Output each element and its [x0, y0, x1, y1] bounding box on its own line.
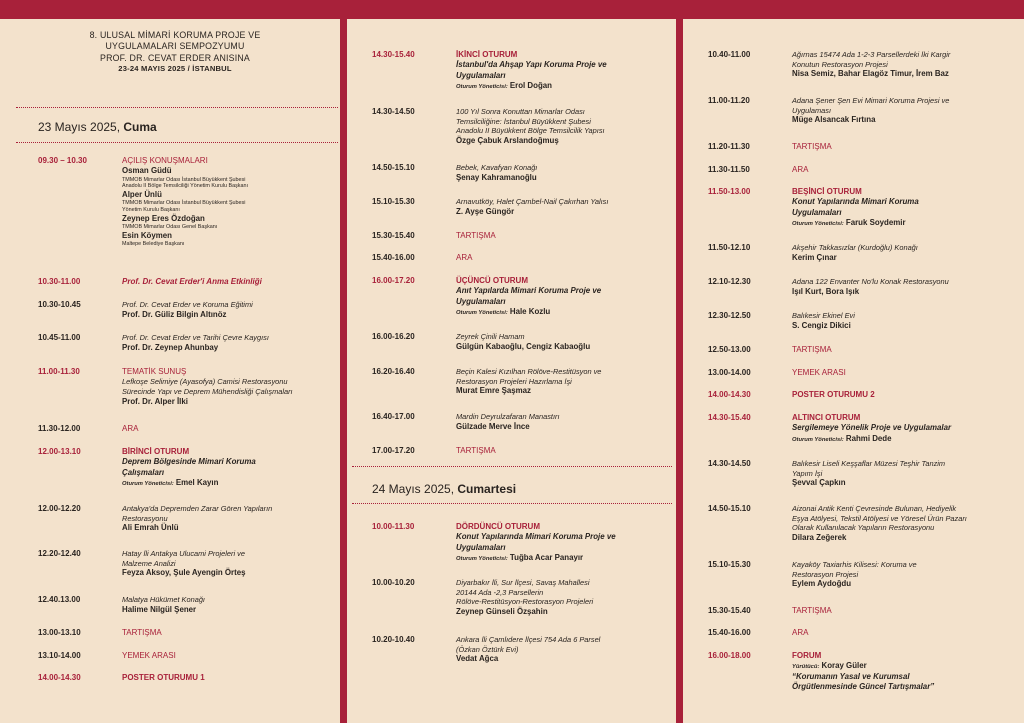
speaker: Zeynep Günseli Özşahin	[456, 606, 548, 616]
speaker: Gülzade Merve İnce	[456, 421, 530, 431]
talk-title: Aizonai Antik Kenti Çevresinde Bulunan, Hediyelik	[792, 504, 957, 513]
session-theme: Sergilemeye Yönelik Proje ve Uygulamalar	[792, 423, 952, 433]
session-theme: Çalışmaları	[122, 467, 165, 477]
time: 16.40-17.00	[372, 412, 415, 421]
session-title: TARTIŞMA	[456, 446, 496, 455]
talk-title: (Özkan Öztürk Evi)	[456, 644, 519, 654]
session-label: BEŞİNCİ OTURUM	[792, 187, 862, 196]
time: 14.00-14.30	[708, 390, 751, 399]
session-label: TEMATİK SUNUŞ	[122, 367, 187, 376]
time: 11.00-11.30	[38, 367, 80, 376]
time: 10.40-11.00	[708, 50, 751, 59]
speaker: S. Cengiz Dikici	[792, 320, 851, 330]
time: 12.00-12.20	[38, 504, 81, 513]
session-theme: Uygulamaları	[456, 70, 506, 80]
talk-title: Konutun Restorasyon Projesi	[792, 59, 888, 69]
time: 13.00-14.00	[708, 368, 751, 377]
time: 14.30-14.50	[372, 107, 415, 116]
talk-title: Prof. Dr. Cevat Erder ve Koruma Eğitimi	[122, 300, 253, 309]
talk-title: Mardin Deyrulzafaran Manastırı	[456, 412, 560, 421]
time: 12.20-12.40	[38, 549, 81, 558]
time: 10.00-10.20	[372, 578, 415, 587]
talk-title: Anadolu II Büyükkent Bölge Temsilcilik Yapısı	[456, 126, 605, 136]
speaker: Esin Köymen	[122, 230, 172, 240]
speaker: Şevval Çapkın	[792, 478, 846, 488]
session-theme: Uygulamaları	[792, 207, 842, 217]
header-dates: 23-24 MAYIS 2025 / İSTANBUL	[118, 64, 232, 74]
speaker: Feyza Aksoy, Şule Ayengin Örteş	[122, 568, 246, 578]
top-band	[0, 0, 1024, 19]
time: 16.00-18.00	[708, 651, 751, 660]
time: 11.30-12.00	[38, 424, 81, 433]
speaker: Nisa Semiz, Bahar Elagöz Timur, İrem Baz	[792, 69, 949, 79]
speaker: Özge Çabuk Arslandoğmuş	[456, 135, 559, 145]
session-title: TARTIŞMA	[792, 142, 832, 151]
talk-title: Malzeme Analizi	[122, 558, 176, 568]
session-label: DÖRDÜNCÜ OTURUM	[456, 522, 540, 531]
speaker: Eylem Aydoğdu	[792, 579, 852, 589]
session-title: ARA	[792, 165, 809, 174]
time: 11.50-12.10	[708, 243, 751, 252]
session-title: ARA	[456, 253, 473, 262]
moderator: Oturum Yöneticisi: Rahmi Dede	[792, 433, 892, 443]
column-divider-right	[676, 0, 683, 723]
moderator: Oturum Yöneticisi: Tuğba Acar Panayır	[456, 552, 584, 562]
session-title: YEMEK ARASI	[792, 368, 846, 377]
talk-title: 20144 Ada -2,3 Parsellerin	[456, 587, 544, 597]
talk-title: Beçin Kalesi Kızılhan Rölöve-Restitüsyon ve	[456, 367, 602, 376]
speaker-affiliation: TMMOB Mimarlar Odası Genel Başkanı	[122, 224, 218, 231]
speaker: Prof. Dr. Zeynep Ahunbay	[122, 342, 219, 352]
talk-title: Yapım İşi	[792, 468, 823, 478]
talk-title: Sürecinde Yapı ve Deprem Mühendisliği Çalışmaları	[122, 387, 293, 397]
day-2-heading: 24 Mayıs 2025, Cumartesi	[372, 482, 517, 496]
talk-title: Zeyrek Çinili Hamam	[456, 332, 525, 341]
session-title: TARTIŞMA	[456, 231, 496, 240]
day-2-divider	[352, 503, 672, 504]
speaker: Şenay Kahramanoğlu	[456, 172, 537, 182]
time: 16.20-16.40	[372, 367, 415, 376]
time: 09.30 – 10.30	[38, 156, 87, 165]
talk-title: Bebek, Kavafyan Konağı	[456, 163, 538, 172]
time: 15.40-16.00	[708, 628, 751, 637]
talk-title: Eşya Atölyesi, Tekstil Atölyesi ve Yöresel Ürün Pazarı	[792, 513, 967, 523]
day-1-heading: 23 Mayıs 2025, Cuma	[38, 120, 157, 134]
talk-title: Ağırnas 15474 Ada 1-2-3 Parsellerdeki İki Kargir	[792, 50, 951, 59]
talk-title: Hatay İli Antakya Ulucami Projeleri ve	[122, 549, 245, 558]
session-title: AÇILIŞ KONUŞMALARI	[122, 156, 208, 165]
talk-title: Adana Şener Şen Evi Mimari Koruma Projesi ve	[792, 96, 950, 105]
speaker: Halime Nilgül Şener	[122, 604, 197, 614]
talk-title: Balıkesir Liseli Keşşaflar Müzesi Teşhir Tanzim	[792, 459, 946, 468]
time: 12.00-13.10	[38, 447, 81, 456]
talk-title: Adana 122 Envanter No'lu Konak Restorasyonu	[792, 277, 949, 286]
speaker: Vedat Ağca	[456, 654, 499, 664]
time: 13.10-14.00	[38, 651, 81, 660]
talk-title: Rölöve-Restitüsyon-Restorasyon Projeleri	[456, 597, 594, 607]
time: 15.10-15.30	[372, 197, 415, 206]
speaker: Osman Güdü	[122, 166, 172, 176]
moderator: Yürütücü: Koray Güler	[792, 661, 867, 671]
session-theme: Konut Yapılarında Mimari Koruma	[792, 197, 919, 207]
session-title: TARTIŞMA	[792, 345, 832, 354]
time: 11.30-11.50	[708, 165, 750, 174]
speaker-affiliation: TMMOB Mimarlar Odası İstanbul Büyükkent Şubesi	[122, 200, 246, 207]
session-title: POSTER OTURUMU 1	[122, 673, 205, 682]
session-theme: Deprem Bölgesinde Mimari Koruma	[122, 457, 256, 467]
time: 14.30-14.50	[708, 459, 751, 468]
time: 12.10-12.30	[708, 277, 751, 286]
moderator: Oturum Yöneticisi: Emel Kayın	[122, 477, 219, 487]
talk-title: Temsilciliğine: İstanbul Büyükkent Şubesi	[456, 116, 591, 126]
moderator: Oturum Yöneticisi: Hale Kozlu	[456, 306, 551, 316]
time: 12.40.13.00	[38, 595, 81, 604]
talk-title: Balıkesir Ekinel Evi	[792, 311, 855, 320]
session-title: ARA	[122, 424, 139, 433]
talk-title: Uygulaması	[792, 105, 832, 115]
moderator: Oturum Yöneticisi: Erol Doğan	[456, 80, 552, 90]
speaker: Ali Emrah Ünlü	[122, 523, 179, 533]
session-label: BİRİNCİ OTURUM	[122, 447, 190, 456]
speaker: Murat Emre Şaşmaz	[456, 386, 531, 396]
header-divider	[16, 107, 338, 108]
header-line-1: 8. ULUSAL MİMARİ KORUMA PROJE VE	[89, 30, 261, 40]
session-title: TARTIŞMA	[122, 628, 162, 637]
symposium-header	[16, 30, 334, 74]
time: 10.30-11.00	[38, 277, 81, 286]
session-theme: Uygulamaları	[456, 542, 506, 552]
talk-title: Diyarbakır İli, Sur İlçesi, Savaş Mahallesi	[456, 578, 590, 587]
session-theme: Anıt Yapılarda Mimari Koruma Proje ve	[456, 286, 602, 296]
time: 10.20-10.40	[372, 635, 415, 644]
session-title: POSTER OTURUMU 2	[792, 390, 875, 399]
speaker: Kerim Çınar	[792, 252, 837, 262]
speaker: Dilara Zeğerek	[792, 532, 847, 542]
speaker-affiliation: Yönetim Kurulu Başkanı	[122, 207, 180, 214]
forum-topic: Örgütlenmesinde Güncel Tartışmalar”	[792, 682, 935, 692]
time: 16.00-16.20	[372, 332, 415, 341]
day-2-divider-top	[352, 466, 672, 467]
speaker-affiliation: Anadolu II Bölge Temsilciliği Yönetim Kurulu Başkanı	[122, 183, 248, 190]
session-title: Prof. Dr. Cevat Erder'i Anma Etkinliği	[122, 277, 262, 286]
speaker: Z. Ayşe Güngör	[456, 206, 515, 216]
session-theme: Uygulamaları	[456, 296, 506, 306]
speaker: Alper Ünlü	[122, 190, 162, 200]
time: 14.00-14.30	[38, 673, 81, 682]
time: 14.50-15.10	[708, 504, 751, 513]
talk-title: Arnavutköy, Halet Çambel-Nail Çakırhan Yalısı	[456, 197, 609, 206]
session-title: YEMEK ARASI	[122, 651, 176, 660]
session-title: ARA	[792, 628, 809, 637]
talk-title: Ankara İli Çamlıdere İlçesi 754 Ada 6 Parsel	[456, 635, 601, 644]
time: 11.50-13.00	[708, 187, 751, 196]
talk-title: Olarak Kullanılacak Yapıların Restorasyonu	[792, 523, 935, 533]
moderator: Oturum Yöneticisi: Faruk Soydemir	[792, 217, 906, 227]
speaker-affiliation: Maltepe Belediye Başkanı	[122, 241, 185, 248]
time: 12.30-12.50	[708, 311, 751, 320]
time: 11.20-11.30	[708, 142, 750, 151]
speaker: Prof. Dr. Alper İlki	[122, 396, 188, 406]
talk-title: Restorasyon Projeleri Hazırlama İşi	[456, 376, 572, 386]
forum-topic: “Korumanın Yasal ve Kurumsal	[792, 671, 910, 681]
speaker: Prof. Dr. Güliz Bilgin Altınöz	[122, 309, 227, 319]
talk-title: Prof. Dr. Cevat Erder ve Tarihi Çevre Kaygısı	[122, 333, 269, 342]
talk-title: Lefkoşe Selimiye (Ayasofya) Camisi Restorasyonu	[122, 377, 288, 387]
time: 16.00-17.20	[372, 276, 415, 285]
time: 15.40-16.00	[372, 253, 415, 262]
speaker-affiliation: TMMOB Mimarlar Odası İstanbul Büyükkent Şubesi	[122, 176, 246, 183]
session-title: TARTIŞMA	[792, 606, 832, 615]
time: 14.30-15.40	[372, 50, 415, 59]
header-line-2: UYGULAMALARI SEMPOZYUMU	[105, 41, 245, 52]
time: 12.50-13.00	[708, 345, 751, 354]
time: 15.30-15.40	[372, 231, 415, 240]
column-divider-left	[340, 0, 347, 723]
session-theme: Konut Yapılarında Mimari Koruma Proje ve	[456, 532, 616, 542]
talk-title: Kayaköy Taxiarhis Kilisesi: Koruma ve	[792, 560, 917, 569]
talk-title: Restorasyon Projesi	[792, 569, 859, 579]
time: 17.00-17.20	[372, 446, 415, 455]
time: 11.00-11.20	[708, 96, 750, 105]
talk-title: Akşehir Takkasızlar (Kurdoğlu) Konağı	[792, 243, 918, 252]
day-1-divider	[16, 142, 338, 143]
speaker: Müge Alsancak Fırtına	[792, 115, 876, 125]
speaker: Işıl Kurt, Bora Işık	[792, 286, 860, 296]
session-label: FORUM	[792, 651, 822, 660]
time: 14.30-15.40	[708, 413, 751, 422]
talk-title: Malatya Hükümet Konağı	[122, 595, 205, 604]
time: 10.30-10.45	[38, 300, 81, 309]
header-line-3: PROF. DR. CEVAT ERDER ANISINA	[100, 52, 250, 63]
time: 10.00-11.30	[372, 522, 415, 531]
speaker: Gülgün Kabaoğlu, Cengiz Kabaoğlu	[456, 341, 591, 351]
time: 14.50-15.10	[372, 163, 415, 172]
speaker: Zeynep Eres Özdoğan	[122, 213, 205, 223]
session-theme: İstanbul'da Ahşap Yapı Koruma Proje ve	[456, 60, 607, 70]
time: 10.45-11.00	[38, 333, 81, 342]
session-label: İKİNCİ OTURUM	[456, 50, 518, 59]
talk-title: 100 Yıl Sonra Konuttan Mimarlar Odası	[456, 107, 585, 116]
talk-title: Antakya'da Depremden Zarar Gören Yapıların	[122, 504, 273, 513]
session-label: ÜÇÜNCÜ OTURUM	[456, 276, 528, 285]
session-label: ALTINCI OTURUM	[792, 413, 861, 422]
time: 13.00-13.10	[38, 628, 81, 637]
talk-title: Restorasyonu	[122, 513, 168, 523]
time: 15.10-15.30	[708, 560, 751, 569]
time: 15.30-15.40	[708, 606, 751, 615]
